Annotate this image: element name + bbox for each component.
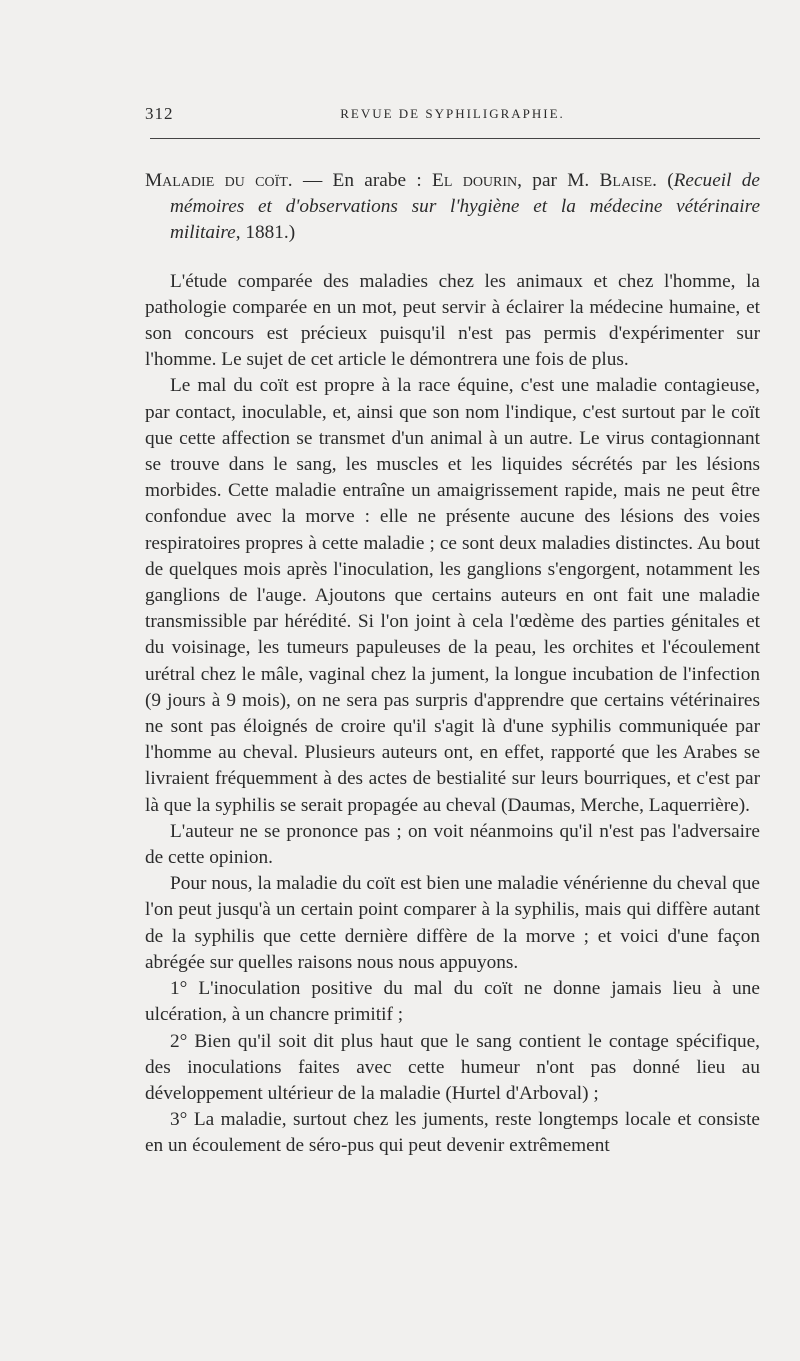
header-rule [150,138,760,139]
paragraph: 1° L'inoculation positive du mal du coït ne donne jamais lieu à une ulcération, à un chancre primitif ; [145,978,760,1026]
entry-dash: — En arabe : [292,170,433,191]
entry-source: Recueil de mémoires et d'observations sur l'hygiène et la médecine vétérinaire militaire [170,170,760,244]
paragraph: 2° Bien qu'il soit dit plus haut que le sang contient le contage spécifique, des inoculations faites avec cette humeur n'ont pas donné lieu au développement ultérieur de la maladie (Hurtel d'Arboval) ; [145,1030,760,1104]
paragraph: Le mal du coït est propre à la race équine, c'est une maladie contagieuse, par contact, inoculable, et, ainsi que son nom l'indique, c'est surtout par le coït que cette affection se transmet d'un animal à un autre. Le virus contagionnant se trouve dans le sang, les muscles et les liquides sécrétés par les lésions morbides. Cette maladie entraîne un amaigrissement rapide, mais ne peut être confondue avec la morve : elle ne présente aucune des lésions des voies respiratoires propres à cette maladie ; ce sont deux maladies distinctes. Au bout de quelques mois après l'inoculation, les ganglions s'engorgent, notamment les ganglions de l'auge. Ajoutons que certains auteurs en ont fait une maladie transmissible par hérédité. Si l'on joint à cela l'œdème des parties génitales et du voisinage, les tumeurs papuleuses de la peau, les orchites et l'écoulement urétral chez le mâle, vaginal chez la jument, la longue incubation de l'infection (9 jours à 9 mois), on ne sera pas surpris d'apprendre que certains vétérinaires ne sont pas éloignés de croire qu'il s'agit là d'une syphilis communiquée par l'homme au cheval. Plusieurs auteurs ont, en effet, rapporté que les Arabes se livraient fréquemment à des actes de bestialité sur leurs bourriques, et c'est par là que la syphilis se serait propagée au cheval (Daumas, Merche, Laquerrière). [145,375,760,816]
page-number: 312 [145,104,174,123]
paragraph: L'étude comparée des maladies chez les animaux et chez l'homme, la pathologie comparée en un mot, peut servir à éclairer la médecine humaine, et son concours est précieux puisqu'il n'est pas permis d'expérimenter sur l'homme. Le sujet de cet article le démontrera une fois de plus. [145,270,760,371]
entry-source-close: , 1881.) [235,222,296,244]
paragraph: L'auteur ne se prononce pas ; on voit néanmoins qu'il n'est pas l'adversaire de cette opinion. [145,820,760,869]
paragraph: 3° La maladie, surtout chez les juments, reste longtemps locale et consiste en un écoulement de séro-pus qui peut devenir extrêmement [145,1109,760,1157]
entry-by: , par M. [517,170,600,191]
entry-arabic-name: El dourin [432,170,518,191]
running-title: REVUE DE SYPHILIGRAPHIE. [340,106,565,121]
entry-title: Maladie du coït. [145,170,293,191]
entry-author: Blaise [599,170,653,191]
article-body [145,168,760,1160]
entry-source-open: . ( [652,170,674,191]
page-header [145,104,760,128]
bibliographic-entry [145,168,760,247]
paragraph: Pour nous, la maladie du coït est bien une maladie vénérienne du cheval que l'on peut jusqu'à un certain point comparer à la syphilis, mais qui diffère autant de la syphilis que cette dernière diffère de la morve ; et voici d'une façon abrégée sur quelles raisons nous nous appuyons. [145,873,760,973]
